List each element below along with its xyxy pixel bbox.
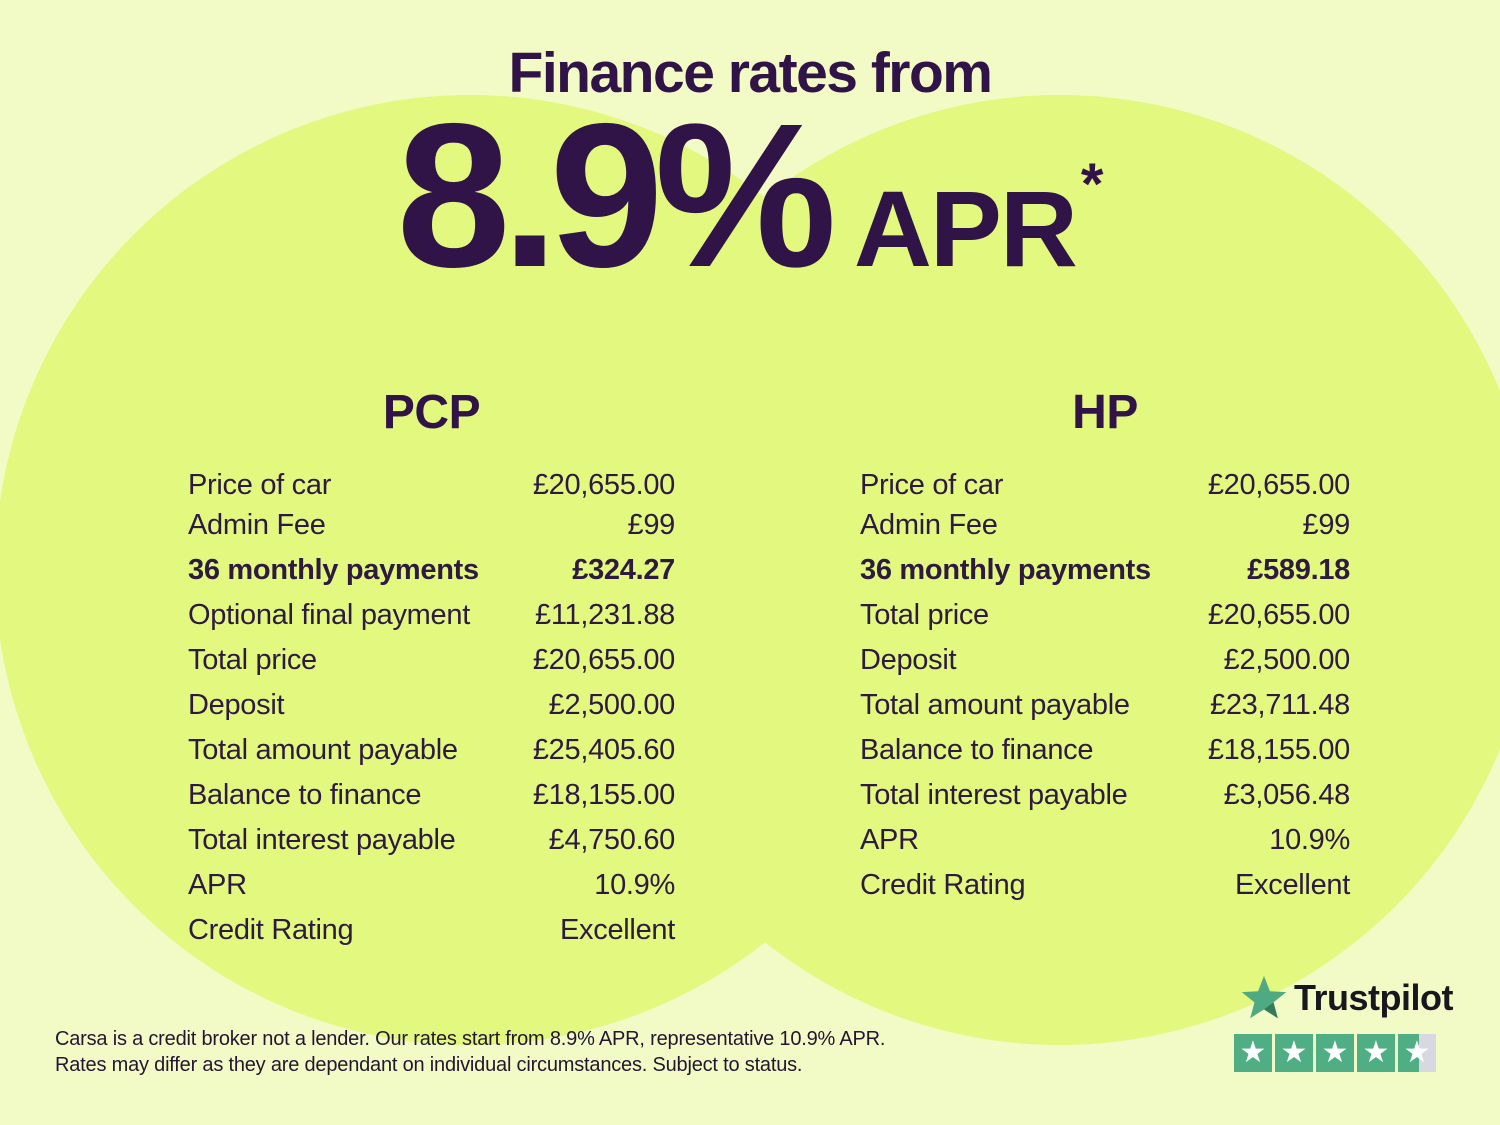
star-box-full: [1357, 1034, 1395, 1072]
trustpilot-star-icon: [1241, 976, 1287, 1020]
table-row: [188, 773, 675, 818]
table-row: [188, 593, 675, 638]
row-value: £3,056.48: [1223, 779, 1350, 811]
hero-rate-value: 8.9%: [396, 81, 828, 310]
row-label: Admin Fee: [188, 509, 326, 541]
disclaimer-text: [55, 1026, 885, 1078]
row-label: Price of car: [188, 468, 332, 501]
row-value: £589.18: [1247, 554, 1350, 586]
row-label: Deposit: [860, 644, 957, 676]
row-value: £99: [1302, 509, 1350, 541]
row-label: 36 monthly payments: [860, 554, 1151, 586]
hero-rate-banner: [0, 81, 1500, 310]
row-value: £11,231.88: [535, 599, 675, 631]
row-label: Total price: [860, 599, 989, 631]
row-value: £4,750.60: [548, 824, 675, 856]
star-box-full: [1234, 1034, 1272, 1072]
star-icon: ★: [1280, 1035, 1308, 1070]
table-row: [188, 638, 675, 683]
row-value: £23,711.48: [1210, 689, 1350, 721]
table-row: [860, 638, 1350, 683]
row-value: £324.27: [572, 554, 675, 586]
row-label: Total interest payable: [860, 779, 1128, 811]
row-value: £18,155.00: [532, 779, 675, 811]
row-value: 10.9%: [1269, 824, 1350, 856]
row-value: Excellent: [1235, 869, 1350, 901]
hp-heading: HP: [1072, 386, 1138, 439]
trustpilot-logo: [1234, 976, 1453, 1020]
table-row: [188, 728, 675, 773]
trustpilot-badge: [1234, 976, 1453, 1072]
disclaimer-line-2: Rates may differ as they are dependant on individual circumstances. Subject to status.: [55, 1054, 803, 1076]
table-row: [860, 503, 1350, 548]
hp-table: [860, 467, 1350, 908]
trustpilot-wordmark: Trustpilot: [1294, 977, 1453, 1018]
table-row: [188, 818, 675, 863]
row-value: £20,655.00: [532, 468, 675, 501]
table-row: [188, 548, 675, 593]
row-value: 10.9%: [594, 869, 675, 901]
pcp-panel: [188, 385, 675, 953]
row-label: Credit Rating: [860, 869, 1026, 901]
row-label: Total price: [188, 644, 317, 676]
hero-asterisk: *: [1080, 152, 1104, 217]
table-row: [188, 908, 675, 953]
table-row: [860, 728, 1350, 773]
table-row: [860, 818, 1350, 863]
row-label: Price of car: [860, 468, 1004, 501]
row-value: £20,655.00: [532, 644, 675, 676]
star-icon: ★: [1362, 1035, 1390, 1070]
table-row: [188, 683, 675, 728]
pcp-heading: PCP: [382, 386, 481, 439]
row-value: £2,500.00: [548, 689, 675, 721]
table-row: [860, 863, 1350, 908]
star-box-partial: [1398, 1034, 1436, 1072]
table-row: [860, 593, 1350, 638]
row-label: APR: [188, 869, 247, 901]
trustpilot-star-rating: [1234, 1034, 1450, 1072]
hero-apr-label: APR: [853, 168, 1076, 289]
row-label: 36 monthly payments: [188, 554, 479, 586]
hp-panel: [860, 385, 1350, 908]
row-value: Excellent: [560, 914, 675, 946]
row-value: £2,500.00: [1223, 644, 1350, 676]
pcp-table: [188, 467, 675, 953]
table-row: [860, 467, 1350, 503]
row-label: APR: [860, 824, 919, 856]
row-label: Credit Rating: [188, 914, 354, 946]
page-title: Finance rates from: [508, 41, 992, 105]
row-value: £99: [627, 509, 675, 541]
star-icon: ★: [1239, 1035, 1267, 1070]
star-icon: ★: [1321, 1035, 1349, 1070]
table-row: [860, 548, 1350, 593]
star-box-full: [1316, 1034, 1354, 1072]
table-row: [860, 683, 1350, 728]
table-row: [860, 773, 1350, 818]
row-value: £20,655.00: [1207, 468, 1350, 501]
row-value: £25,405.60: [532, 734, 675, 766]
star-box-full: [1275, 1034, 1313, 1072]
table-row: [188, 467, 675, 503]
disclaimer-line-1: Carsa is a credit broker not a lender. Our rates start from 8.9% APR, representative 10.9% APR.: [55, 1028, 886, 1050]
row-value: £18,155.00: [1207, 734, 1350, 766]
row-label: Deposit: [188, 689, 285, 721]
row-label: Total interest payable: [188, 824, 456, 856]
star-icon: ★: [1403, 1035, 1431, 1070]
row-value: £20,655.00: [1207, 599, 1350, 631]
row-label: Balance to finance: [188, 779, 422, 811]
row-label: Admin Fee: [860, 509, 998, 541]
table-row: [188, 503, 675, 548]
row-label: Balance to finance: [860, 734, 1094, 766]
table-row: [188, 863, 675, 908]
row-label: Total amount payable: [860, 689, 1130, 721]
row-label: Optional final payment: [188, 599, 470, 631]
row-label: Total amount payable: [188, 734, 458, 766]
